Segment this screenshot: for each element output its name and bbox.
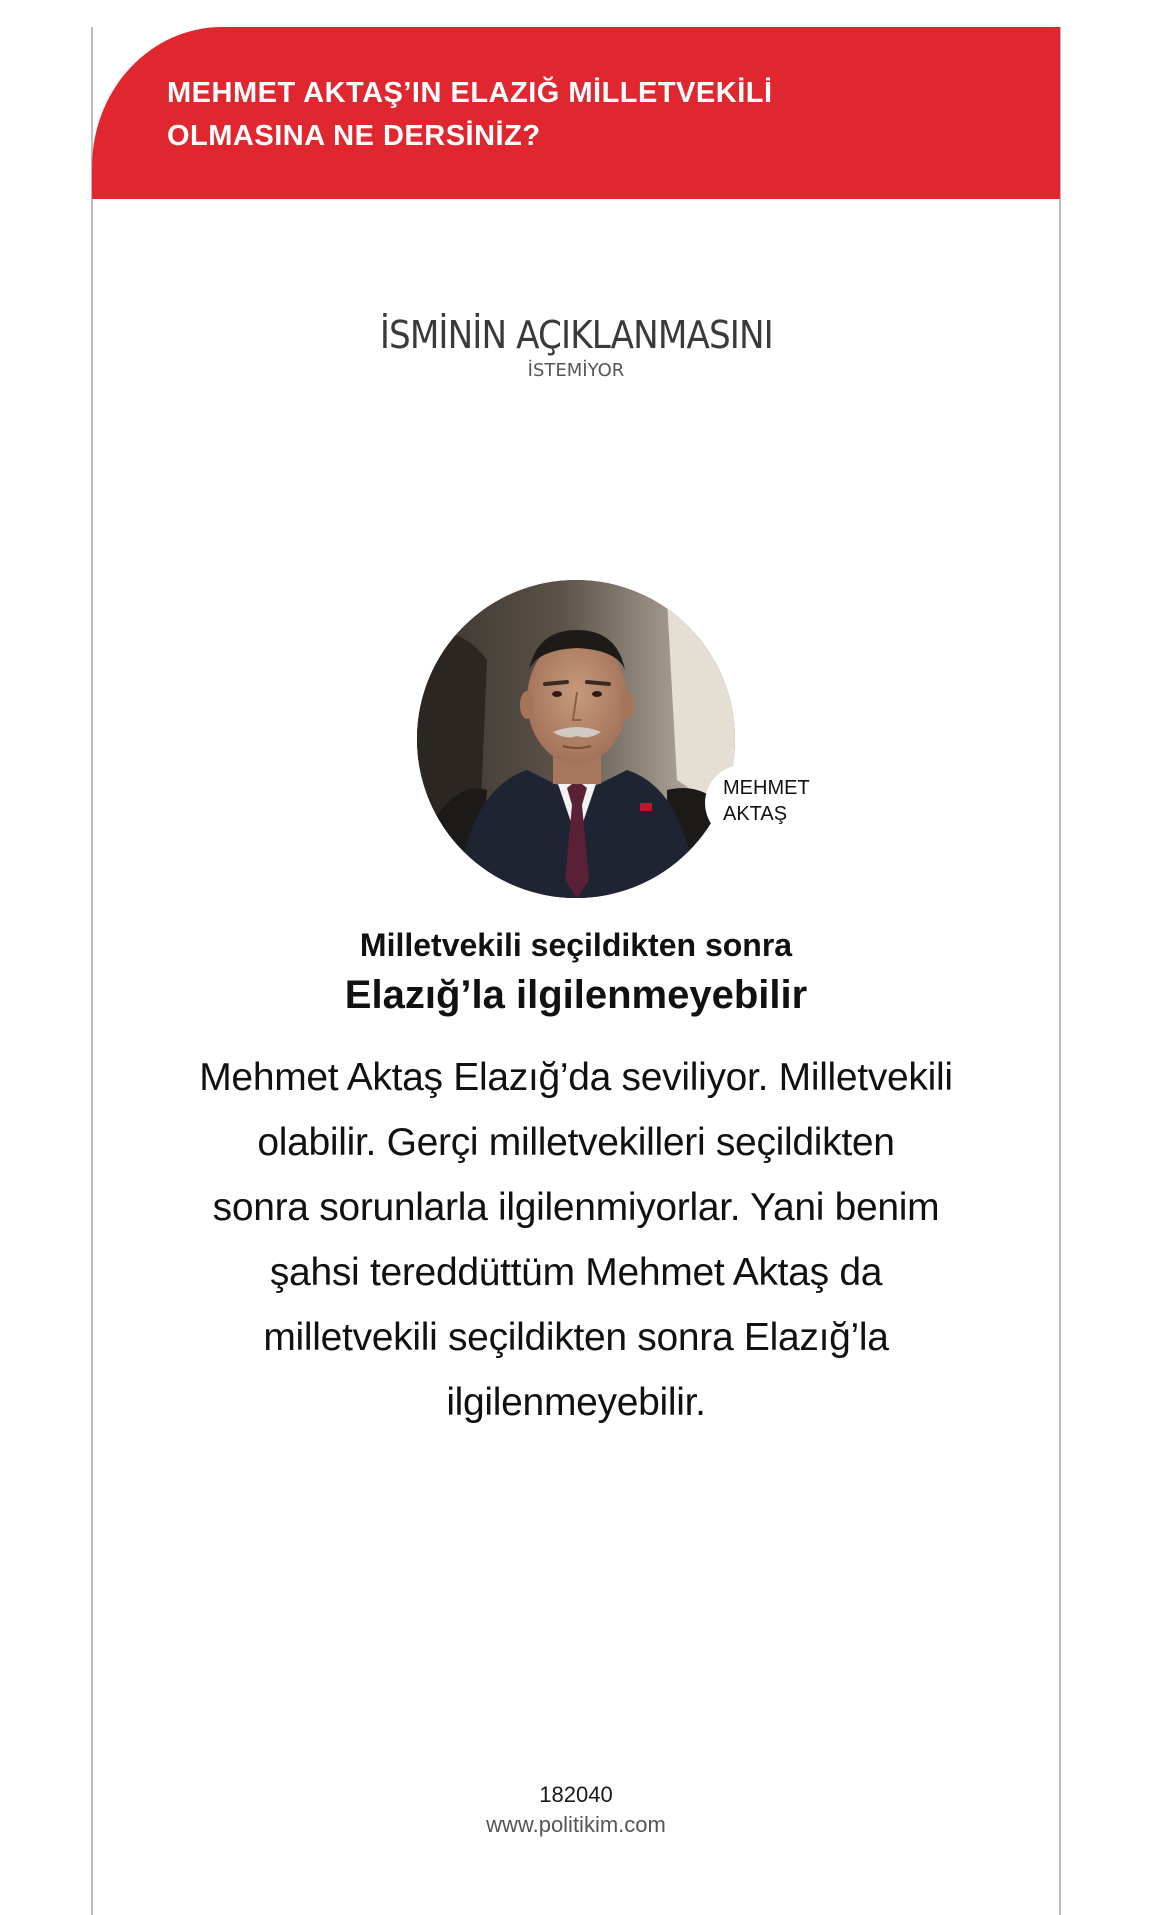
portrait-caption-line2: AKTAŞ <box>723 803 788 825</box>
survey-question-line2: OLMASINA NE DERSİNİZ? <box>167 120 541 152</box>
survey-question-line1: MEHMET AKTAŞ’IN ELAZIĞ MİLLETVEKİLİ <box>167 77 773 109</box>
portrait-caption-line1: MEHMET <box>723 777 810 799</box>
quote-body-line: ilgilenmeyebilir. <box>446 1381 706 1424</box>
portrait-illustration <box>417 580 735 898</box>
quote-body-line: olabilir. Gerçi milletvekilleri seçildikten <box>257 1121 895 1164</box>
quote-body-line: Mehmet Aktaş Elazığ’da seviliyor. Milletvekili <box>199 1056 953 1099</box>
survey-id: 182040 <box>539 1782 613 1807</box>
header-banner <box>92 27 1060 199</box>
quote-body-line: sonra sorunlarla ilgilenmiyorlar. Yani benim <box>212 1186 940 1229</box>
footer <box>92 1780 1060 1840</box>
quote-body-line: milletvekili seçildikten sonra Elazığ’la <box>263 1316 889 1359</box>
portrait-photo <box>417 580 735 898</box>
respondent-name-sub: İSTEMİYOR <box>527 360 625 381</box>
respondent-name-main: İSMİNİN AÇIKLANMASINI <box>379 313 773 357</box>
quote-headline-line2: Elazığ’la ilgilenmeyebilir <box>344 973 808 1017</box>
quote-headline <box>92 923 1060 1023</box>
website-link[interactable]: www.politikim.com <box>486 1812 666 1837</box>
respondent-name <box>92 312 1060 382</box>
quote-body <box>176 1045 976 1435</box>
quote-headline-line1: Milletvekili seçildikten sonra <box>359 927 793 963</box>
quote-body-line: şahsi tereddüttüm Mehmet Aktaş da <box>269 1251 883 1294</box>
portrait <box>417 580 810 898</box>
survey-question <box>167 72 987 158</box>
portrait-caption <box>705 765 835 841</box>
